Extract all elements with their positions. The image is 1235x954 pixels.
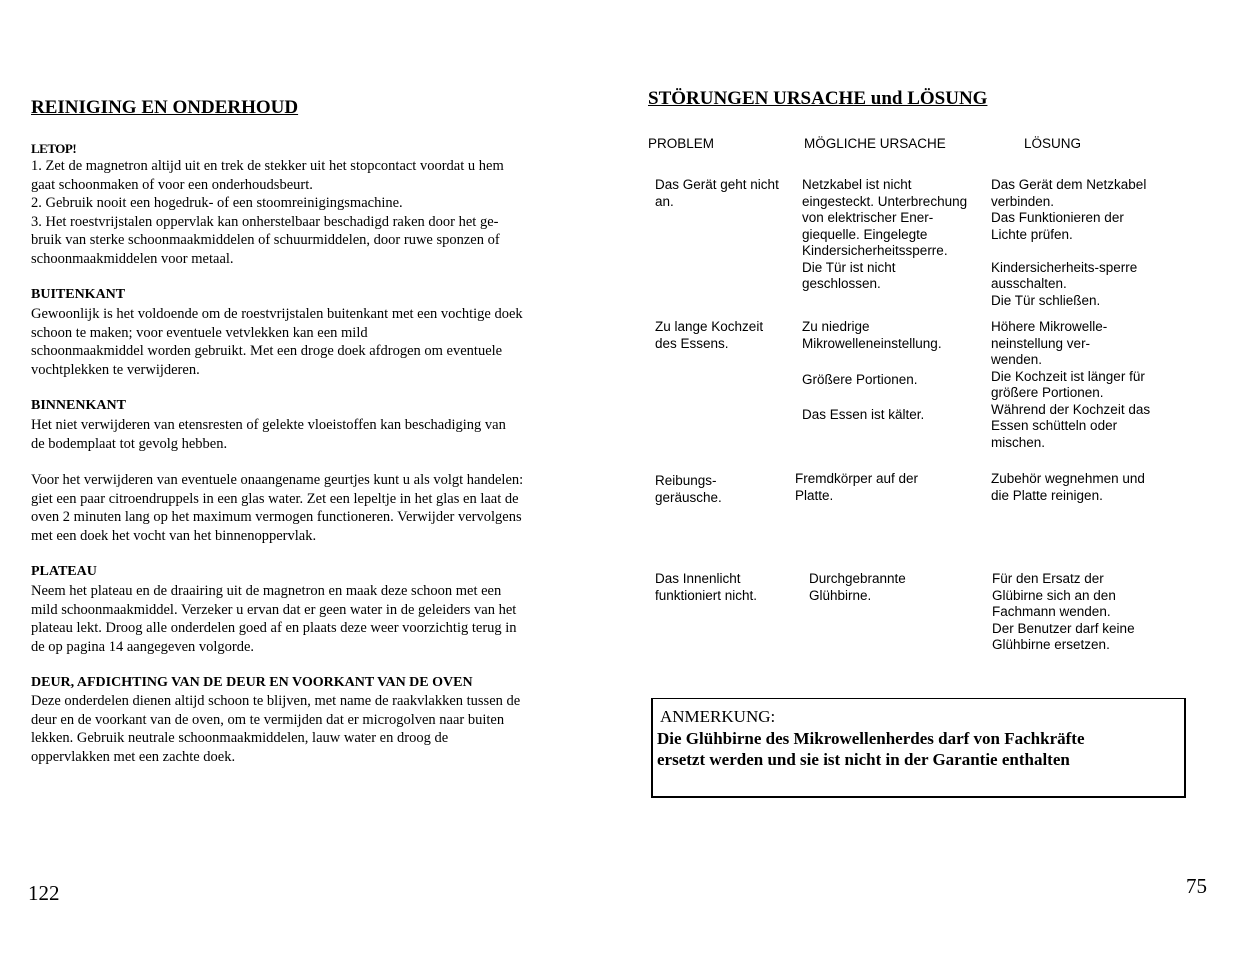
deur-heading: DEUR, AFDICHTING VAN DE DEUR EN VOORKANT VAN DE OVEN <box>31 675 473 690</box>
cell-line: Das Funktionieren der <box>991 210 1124 225</box>
cell-line: die Platte reinigen. <box>991 487 1103 503</box>
cell-line: Höhere Mikrowelle- <box>991 319 1108 334</box>
column-header-cause: MÖGLICHE URSACHE <box>804 136 946 151</box>
cell-line: Zu lange Kochzeit <box>655 319 764 334</box>
right-page-number: 75 <box>1186 874 1207 898</box>
cell-line: geräusche. <box>655 489 722 505</box>
buitenkant-text <box>31 305 523 379</box>
text-line: 3. Het roestvrijstalen oppervlak kan onherstelbaar beschadigd raken door het ge- <box>31 213 499 230</box>
cell-line <box>802 352 942 372</box>
row-4-problem <box>655 571 757 604</box>
cell-line: Platte. <box>795 487 834 503</box>
cell-line: giequelle. Eingelegte <box>802 226 928 242</box>
letop-text <box>31 157 504 268</box>
cell-line: größere Portionen. <box>991 385 1104 400</box>
left-page-number: 122 <box>28 881 60 905</box>
row-3-cause <box>795 471 918 504</box>
text-line: Neem het plateau en de draairing uit de magnetron en maak deze schoon met een <box>31 583 502 599</box>
cell-line: geschlossen. <box>802 276 881 291</box>
cell-line: Reibungs- <box>655 473 717 488</box>
right-page-title: STÖRUNGEN URSACHE und LÖSUNG <box>648 88 988 109</box>
cell-line: wenden. <box>991 352 1043 367</box>
text-line: Gewoonlijk is het voldoende om de roestvrijstalen buitenkant met een vochtige doek <box>31 306 523 322</box>
cell-line: Kindersicherheits-sperre <box>991 259 1138 275</box>
deur-text <box>31 692 520 766</box>
row-3-solution <box>991 471 1145 504</box>
cell-line: Größere Portionen. <box>802 372 918 387</box>
cell-line: eingesteckt. Unterbrechung <box>802 193 968 209</box>
row-2-cause <box>802 319 942 423</box>
cell-line: funktioniert nicht. <box>655 587 758 603</box>
text-line: schoonmaakmiddel worden gebruikt. Met een droge doek afdrogen om eventuele <box>31 343 503 359</box>
cell-line: verbinden. <box>991 193 1055 209</box>
note-text <box>657 728 1085 770</box>
cell-line: mischen. <box>991 434 1046 450</box>
row-1-problem <box>655 177 779 210</box>
text-line: gaat schoonmaken of voor een onderhoudsbeurt. <box>31 176 313 193</box>
cell-line: Der Benutzer darf keine <box>992 620 1135 636</box>
cell-line: neinstellung ver- <box>991 335 1091 351</box>
cell-line: ausschalten. <box>991 276 1067 291</box>
letop-heading: LETOP! <box>31 141 77 156</box>
note-line: Die Glühbirne des Mikrowellenherdes darf von Fachkräfte <box>657 729 1085 748</box>
binnenkant-text <box>31 416 506 453</box>
cell-line: Netzkabel ist nicht <box>802 177 912 192</box>
plateau-heading: PLATEAU <box>31 564 97 579</box>
text-line: Voor het verwijderen van eventuele onaangename geurtjes kunt u als volgt handelen: <box>31 472 524 488</box>
text-line: met een doek het vocht van het binnenoppervlak. <box>31 527 317 544</box>
note-line: ersetzt werden und sie ist nicht in der Garantie enthalten <box>657 750 1070 769</box>
cell-line: Das Gerät dem Netzkabel <box>991 177 1147 192</box>
column-header-solution: LÖSUNG <box>1024 136 1082 151</box>
cell-line: Glübirne sich an den <box>992 587 1116 603</box>
cell-line: Die Tür schließen. <box>991 292 1101 308</box>
note-title: ANMERKUNG: <box>660 707 776 726</box>
column-header-problem: PROBLEM <box>648 136 715 151</box>
cell-line: von elektrischer Ener- <box>802 210 934 225</box>
text-line: mild schoonmaakmiddel. Verzeker u ervan dat er geen water in de geleiders van het <box>31 601 517 618</box>
row-1-cause <box>802 177 967 293</box>
text-line: lekken. Gebruik neutrale schoonmaakmiddelen, lauw water en droog de <box>31 730 449 746</box>
cell-line: Zu niedrige <box>802 319 870 334</box>
cell-line: Für den Ersatz der <box>992 571 1104 586</box>
cell-line: des Essens. <box>655 335 729 351</box>
cell-line: Das Innenlicht <box>655 571 741 586</box>
text-line: giet een paar citroendruppels in een glas water. Zet een lepeltje in het glas en laat de <box>31 490 519 507</box>
cell-line: Glühbirne. <box>809 587 872 603</box>
cell-line: an. <box>655 193 674 209</box>
binnenkant-heading: BINNENKANT <box>31 398 126 413</box>
row-4-cause <box>809 571 906 604</box>
text-line: 2. Gebruik nooit een hogedruk- of een stoomreinigingsmachine. <box>31 195 403 211</box>
text-line: bruik van sterke schoonmaakmiddelen of schuurmiddelen, door ruwe sponzen of <box>31 232 500 248</box>
cell-line: Das Essen ist kälter. <box>802 406 925 422</box>
cell-line: Fremdkörper auf der <box>795 471 919 486</box>
cell-line: Mikrowelleneinstellung. <box>802 335 942 351</box>
cell-line: Das Gerät geht nicht <box>655 177 779 192</box>
cell-line: Glühbirne ersetzen. <box>992 637 1110 652</box>
cell-line: Essen schütteln oder <box>991 418 1118 433</box>
cell-line <box>991 243 1146 260</box>
cell-line: Während der Kochzeit das <box>991 401 1151 417</box>
cell-line <box>802 389 942 407</box>
text-line: schoonmaakmiddelen voor metaal. <box>31 250 234 267</box>
text-line: de op pagina 14 aangegeven volgorde. <box>31 638 255 655</box>
cell-line: Fachmann wenden. <box>992 604 1111 619</box>
buitenkant-heading: BUITENKANT <box>31 287 126 302</box>
text-line: schoon te maken; voor eventuele vetvlekken kan een mild <box>31 324 368 341</box>
text-line: vochtplekken te verwijderen. <box>31 361 200 378</box>
text-line: oven 2 minuten lang op het maximum vermogen functioneren. Verwijder vervolgens <box>31 509 522 525</box>
cell-line: Durchgebrannte <box>809 571 906 586</box>
text-line: 1. Zet de magnetron altijd uit en trek de stekker uit het stopcontact voordat u hem <box>31 158 504 174</box>
cell-line: Die Kochzeit ist länger für <box>991 368 1145 384</box>
cell-line: Kindersicherheitssperre. <box>802 243 948 258</box>
plateau-text <box>31 582 517 656</box>
text-line: oppervlakken met een zachte doek. <box>31 748 236 765</box>
text-line: Het niet verwijderen van etensresten of gelekte vloeistoffen kan beschadiging van <box>31 417 506 433</box>
cell-line: Lichte prüfen. <box>991 226 1073 242</box>
row-3-problem <box>655 473 722 506</box>
cell-line: Die Tür ist nicht <box>802 259 896 275</box>
row-2-problem <box>655 319 763 352</box>
cell-line: Zubehör wegnehmen und <box>991 471 1145 486</box>
geur-text <box>31 471 523 545</box>
row-1-solution <box>991 177 1146 309</box>
row-2-solution <box>991 319 1150 451</box>
text-line: de bodemplaat tot gevolg hebben. <box>31 435 228 452</box>
text-line: deur en de voorkant van de oven, om te vermijden dat er microgolven naar buiten <box>31 711 505 728</box>
text-line: plateau lekt. Droog alle onderdelen goed af en plaats deze weer voorzichtig terug in <box>31 620 517 636</box>
left-page-title: REINIGING EN ONDERHOUD <box>31 97 299 118</box>
text-line: Deze onderdelen dienen altijd schoon te blijven, met name de raakvlakken tussen de <box>31 693 521 709</box>
row-4-solution <box>992 571 1135 654</box>
